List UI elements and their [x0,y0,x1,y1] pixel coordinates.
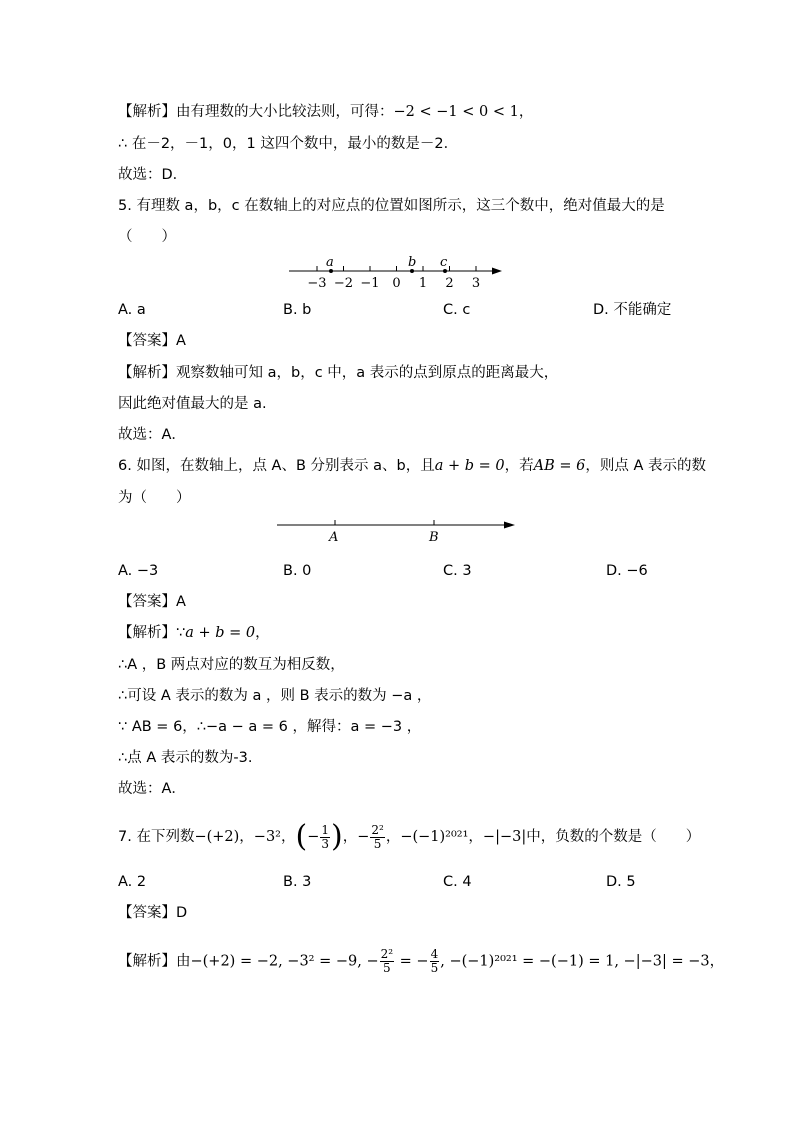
q5-analysis: 【解析】观察数轴可知 a，b，c 中，a 表示的点到原点的距离最大， [118,365,559,381]
axis-tick-label: 2 [445,276,454,291]
q5-option-a: A. a [118,302,146,318]
q6-analysis-5: ∴点 A 表示的数为-3. [118,750,253,766]
q7-stem: 7. 在下列数−(+2)，−3²，(− $\frac{1}{3}$ )，− $\frac{\text{2²}}{5}$ ，−(−1)²⁰²¹，−|−3|中，负数的个数是（ ） [118,819,701,854]
q5-answer: 【答案】A [118,333,186,349]
q4-conclusion: ∴ 在－2，－1，0，1 这四个数中，最小的数是－2． [118,136,459,152]
axis-tick-label: 1 [418,276,428,291]
analysis-tag: 【解析】 [118,104,176,120]
q4-choose: 故选：D． [118,167,188,183]
q6-option-a: A. −3 [118,563,159,579]
q5-option-d: D. 不能确定 [593,302,672,318]
q5-number-line [284,252,510,294]
q4-analysis: 【解析】由有理数的大小比较法则，可得：−2 < −1 < 0 < 1， [118,104,534,120]
q5-option-b: B. b [283,302,312,318]
fraction: $\frac{1}{3}$ [321,822,329,851]
q7-answer: 【答案】D [118,905,188,921]
q7-option-a: A. 2 [118,874,147,890]
q7-analysis: 【解析】由−(+2) = −2, −3² = −9, − $\frac{\text{2²}}{5}$ = − $\frac{4}{5}$ , −(−1)²⁰²¹ = −(−1) = 1, −|−3| = −3， [118,947,725,975]
q5-stem: 5. 有理数 a，b，c 在数轴上的对应点的位置如图所示，这三个数中，绝对值最大的是 [118,198,665,214]
label-A: A [329,530,339,545]
q6-stem-2: 为（ ） [118,490,191,506]
axis-tick-label: 0 [392,276,401,291]
q7-option-b: B. 3 [283,874,312,890]
q5-choose: 故选：A． [118,427,186,443]
q6-analysis-1: 【解析】∵a + b = 0， [118,625,270,641]
q6-analysis-4: ∵ AB = 6，∴−a − a = 6 ，解得：a = −3 ， [118,719,422,735]
q6-option-b: B. 0 [283,563,312,579]
q6-answer: 【答案】A [118,594,186,610]
q6-number-line [275,515,520,547]
fraction: $\frac{\text{2²}}{5}$ [371,822,384,851]
axis-tick-label: −2 [333,276,354,291]
axis-tick-label: −1 [360,276,380,291]
q7-option-d: D. 5 [606,874,636,890]
fraction: $\frac{\text{2²}}{5}$ [380,947,394,975]
q6-choose: 故选：A． [118,781,186,797]
q5-paren: （ ） [118,229,176,245]
q6-stem: 6. 如图，在数轴上，点 A、B 分别表示 a、b，且a + b = 0，若AB = 6，则点 A 表示的数 [118,458,706,474]
q5-analysis-2: 因此绝对值最大的是 a. [118,396,267,412]
axis-tick-label: −3 [307,276,327,291]
q6-option-c: C. 3 [443,563,472,579]
label-b: b [408,255,417,270]
label-c: c [440,255,448,270]
q5-option-c: C. c [443,302,471,318]
q6-analysis-2: ∴A ，B 两点对应的数互为相反数， [118,657,345,673]
label-B: B [429,530,439,545]
label-a: a [326,255,334,270]
fraction: $\frac{4}{5}$ [430,947,439,975]
q6-analysis-3: ∴可设 A 表示的数为 a ，则 B 表示的数为 −a ， [118,688,432,704]
q6-option-d: D. −6 [606,563,648,579]
q7-option-c: C. 4 [443,874,472,890]
axis-tick-label: 3 [471,276,481,291]
